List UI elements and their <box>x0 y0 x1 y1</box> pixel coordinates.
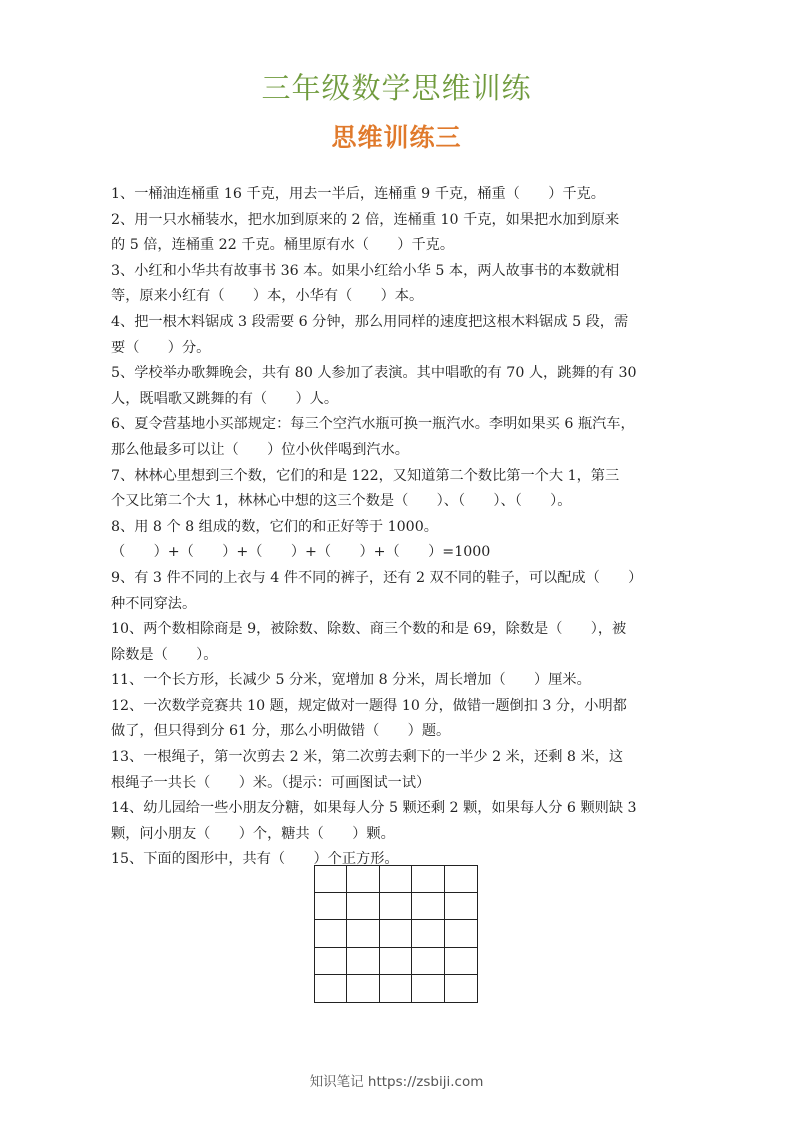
question-line: 5、学校举办歌舞晚会，共有 80 人参加了表演。其中唱歌的有 70 人，跳舞的有 30 <box>111 365 637 382</box>
grid-cell <box>412 920 444 947</box>
question-line: 2、用一只水桶装水，把水加到原来的 2 倍，连桶重 10 千克，如果把水加到原来 <box>111 211 620 228</box>
grid-cell <box>380 975 412 1002</box>
question-line: 4、把一根木料锯成 3 段需要 6 分钟，那么用同样的速度把这根木料锯成 5 段，需 <box>111 313 629 330</box>
question-item <box>111 310 683 361</box>
grid-cell <box>315 975 347 1002</box>
question-line: 要（ ）分。 <box>111 339 211 356</box>
grid-cell <box>347 893 379 920</box>
footer-watermark: 知识笔记 https://zsbiji.com <box>309 1074 484 1090</box>
grid-cell <box>315 893 347 920</box>
grid-cell <box>315 948 347 975</box>
grid-cell <box>347 975 379 1002</box>
page-subtitle: 思维训练三 <box>331 123 462 152</box>
question-line: 10、两个数相除商是 9，被除数、除数、商三个数的和是 69，除数是（ ），被 <box>111 621 627 638</box>
grid-cell <box>445 948 477 975</box>
question-list <box>111 182 683 873</box>
square-grid-figure <box>314 865 478 1003</box>
question-line: 12、一次数学竞赛共 10 题，规定做对一题得 10 分，做错一题倒扣 3 分，小明都 <box>111 697 627 714</box>
question-item <box>111 668 683 694</box>
grid-cell <box>380 920 412 947</box>
question-item <box>111 796 683 847</box>
question-line: 11、一个长方形，长减少 5 分米，宽增加 8 分米，周长增加（ ）厘米。 <box>111 672 591 689</box>
question-item <box>111 617 683 668</box>
grid-cell <box>347 948 379 975</box>
question-item <box>111 566 683 617</box>
question-line: 13、一根绳子，第一次剪去 2 米，第二次剪去剩下的一半少 2 米，还剩 8 米，这 <box>111 749 624 766</box>
question-line: 除数是（ ）。 <box>111 646 218 663</box>
question-item <box>111 745 683 796</box>
grid-cell <box>380 893 412 920</box>
question-item <box>111 361 683 412</box>
page-title: 三年级数学思维训练 <box>261 71 532 105</box>
question-item <box>111 182 683 208</box>
question-line: 6、夏令营基地小买部规定：每三个空汽水瓶可换一瓶汽水。李明如果买 6 瓶汽车， <box>111 416 635 433</box>
question-line: 个又比第二个大 1，林林心中想的这三个数是（ ）、（ ）、（ ）。 <box>111 493 572 510</box>
grid-cell <box>412 866 444 893</box>
question-line: 3、小红和小华共有故事书 36 本。如果小红给小华 5 本，两人故事书的本数就相 <box>111 262 620 279</box>
question-line: 颗，问小朋友（ ）个，糖共（ ）颗。 <box>111 825 395 842</box>
question-item <box>111 694 683 745</box>
question-item <box>111 259 683 310</box>
question-line: 14、幼儿园给一些小朋友分糖，如果每人分 5 颗还剩 2 颗，如果每人分 6 颗则缺 3 <box>111 800 637 817</box>
question-line: 做了，但只得到分 61 分，那么小明做错（ ）题。 <box>111 723 451 740</box>
question-line: （ ）+（ ）+（ ）+（ ）+（ ）=1000 <box>111 544 491 561</box>
question-item <box>111 412 683 463</box>
question-line: 8、用 8 个 8 组成的数，它们的和正好等于 1000。 <box>111 518 438 535</box>
grid-cell <box>445 920 477 947</box>
question-item <box>111 464 683 515</box>
question-line: 那么他最多可以让（ ）位小伙伴喝到汽水。 <box>111 441 409 458</box>
grid-cell <box>412 893 444 920</box>
question-line: 15、下面的图形中，共有（ ）个正方形。 <box>111 851 399 868</box>
grid-cell <box>445 893 477 920</box>
grid-cell <box>445 866 477 893</box>
grid-cell <box>347 866 379 893</box>
question-line: 人，既唱歌又跳舞的有（ ）人。 <box>111 390 339 407</box>
question-line: 等，原来小红有（ ）本，小华有（ ）本。 <box>111 288 424 305</box>
grid-cell <box>315 920 347 947</box>
grid-cell <box>347 920 379 947</box>
grid-cell <box>315 866 347 893</box>
question-line: 的 5 倍，连桶重 22 千克。桶里原有水（ ）千克。 <box>111 237 455 254</box>
question-line: 7、林林心里想到三个数，它们的和是 122，又知道第二个数比第一个大 1，第三 <box>111 467 620 484</box>
question-line: 1、一桶油连桶重 16 千克，用去一半后，连桶重 9 千克，桶重（ ）千克。 <box>111 186 605 202</box>
grid-cell <box>380 948 412 975</box>
grid-cell <box>412 948 444 975</box>
grid-cell <box>412 975 444 1002</box>
question-line: 9、有 3 件不同的上衣与 4 件不同的裤子，还有 2 双不同的鞋子，可以配成（ ） <box>111 569 643 586</box>
grid-cell <box>445 975 477 1002</box>
question-item <box>111 515 683 566</box>
grid-cell <box>380 866 412 893</box>
question-line: 种不同穿法。 <box>111 595 197 612</box>
question-item <box>111 208 683 259</box>
question-line: 根绳子一共长（ ）米。（提示：可画图试一试） <box>111 774 431 791</box>
